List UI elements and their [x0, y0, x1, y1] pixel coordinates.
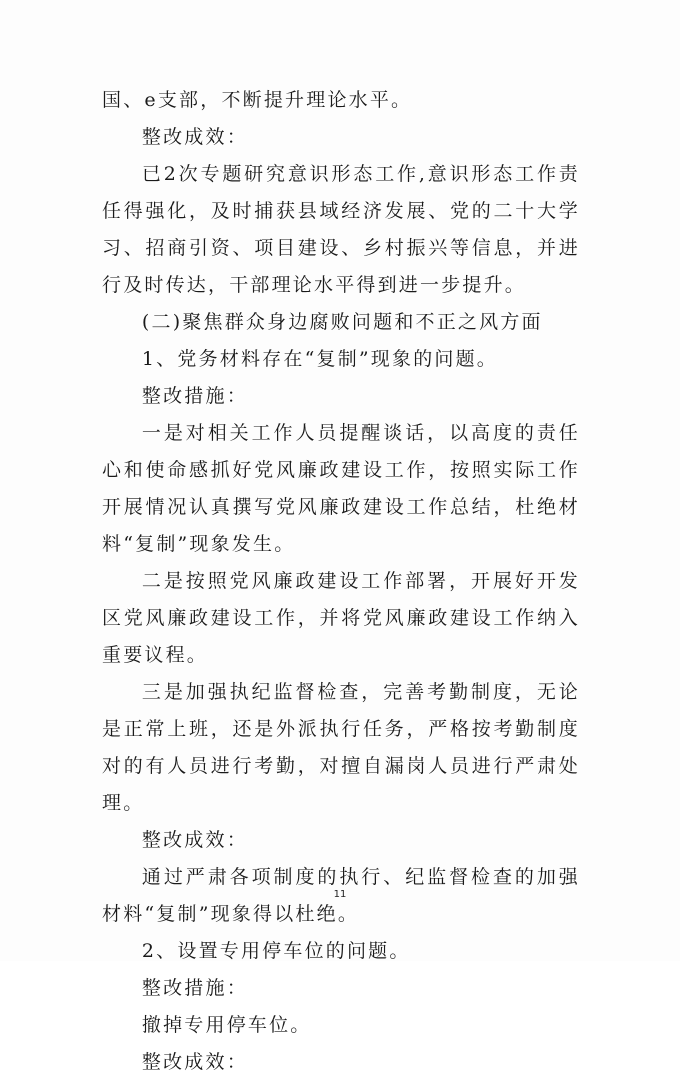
results-1: 通过严肃各项制度的执行、纪监督检查的加强材料“复制”现象得以杜绝。 — [102, 866, 580, 925]
measure-2-1: 撤掉专用停车位。 — [141, 1014, 312, 1036]
issue-2-heading: 2、设置专用停车位的问题。 — [141, 940, 411, 962]
paragraph-3: 已2次专题研究意识形态工作,意识形态工作责任得强化，及时捕获县域经济发展、党的二十大学习、招商引资、项目建设、乡村振兴等信息，并进行及时传达，干部理论水平得到进一步提升。 — [102, 163, 580, 296]
measure-2: 二是按照党风廉政建设工作部署，开展好开发区党风廉政建设工作，并将党风廉政建设工作纳入重要议程。 — [102, 570, 580, 666]
section-heading-2: (二)聚焦群众身边腐败问题和不正之风方面 — [141, 311, 543, 333]
measures-heading-1: 整改措施： — [141, 385, 248, 407]
document-body — [102, 82, 580, 1081]
issue-1-heading: 1、党务材料存在“复制”现象的问题。 — [141, 348, 499, 370]
paragraph-2-heading: 整改成效： — [141, 126, 248, 148]
measure-1: 一是对相关工作人员提醒谈话，以高度的责任心和使命感抓好党风廉政建设工作，按照实际工作开展情况认真撰写党风廉政建设工作总结，杜绝材料“复制”现象发生。 — [102, 422, 580, 555]
results-heading-1: 整改成效： — [141, 829, 248, 851]
measure-3: 三是加强执纪监督检查，完善考勤制度，无论是正常上班，还是外派执行任务，严格按考勤制度对的有人员进行考勤，对擅自漏岗人员进行严肃处理。 — [102, 681, 580, 814]
page-number: 11 — [333, 889, 347, 900]
paragraph-1: 国、e支部，不断提升理论水平。 — [102, 89, 413, 111]
results-heading-2: 整改成效： — [141, 1051, 248, 1073]
measures-heading-2: 整改措施： — [141, 977, 248, 999]
